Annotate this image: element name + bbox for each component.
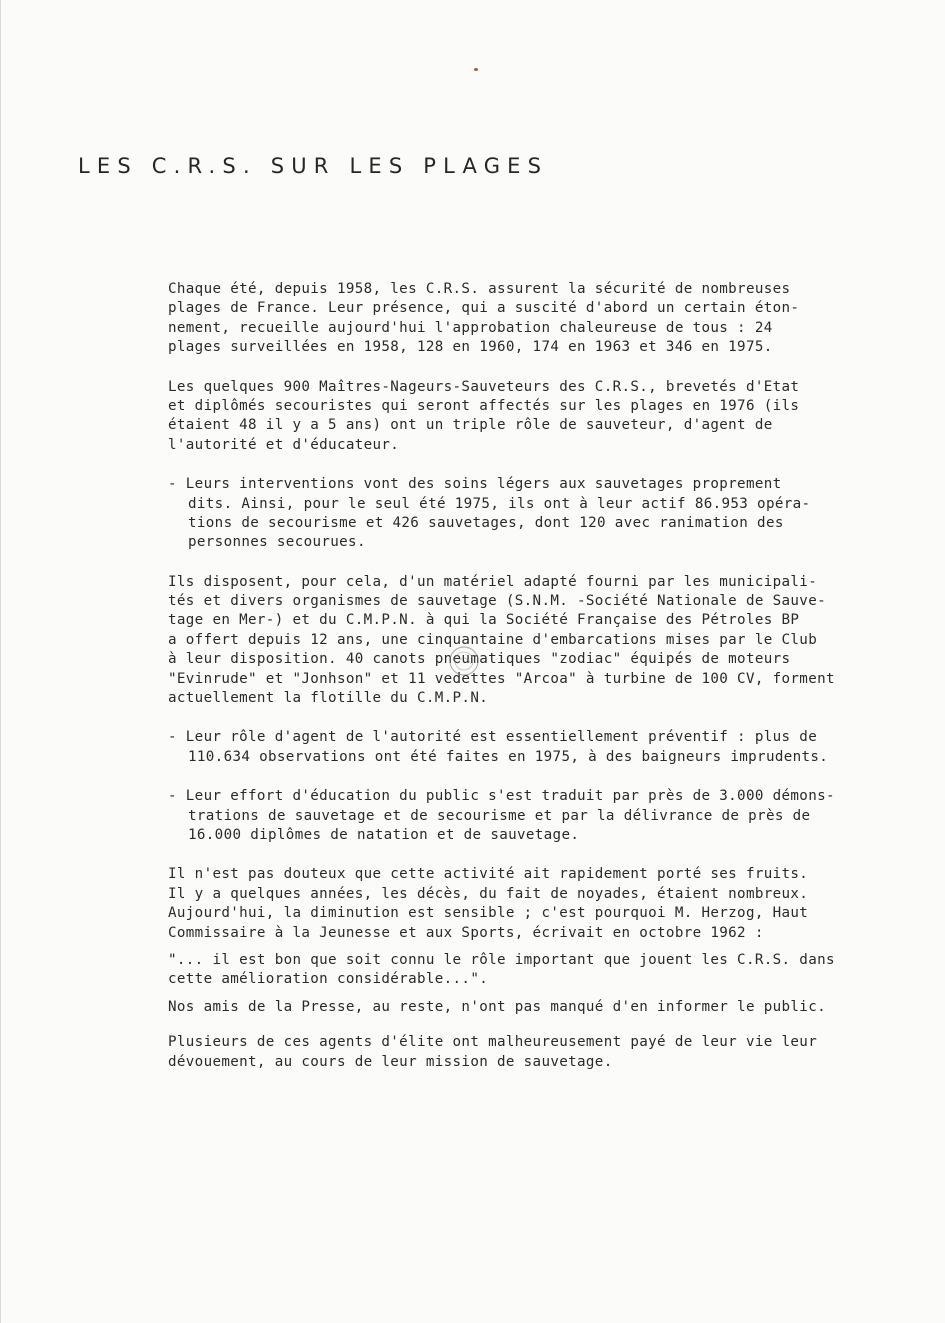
text-line: personnes secourues. — [188, 534, 366, 551]
bullet-interventions — [168, 475, 908, 553]
paper-speck — [474, 68, 478, 71]
spacer — [168, 990, 908, 998]
quote — [168, 951, 908, 990]
paragraph-6 — [168, 1033, 908, 1072]
text-line: dévouement, au cours de leur mission de sauvetage. — [168, 1053, 613, 1070]
text-line: Plusieurs de ces agents d'élite ont malheureusement payé de leur vie leur — [168, 1034, 818, 1051]
text-line: l'autorité et d'éducateur. — [168, 436, 400, 453]
text-line: Chaque été, depuis 1958, les C.R.S. assurent la sécurité de nombreuses — [168, 281, 791, 297]
paragraph-1 — [168, 280, 908, 358]
text-line: plages surveillées en 1958, 128 en 1960, 174 en 1963 et 346 en 1975. — [168, 339, 773, 356]
paragraph-4 — [168, 865, 908, 943]
text-line: dits. Ainsi, pour le seul été 1975, ils ont à leur actif 86.953 opéra- — [188, 495, 811, 512]
spacer — [168, 1017, 908, 1033]
text-line: Ils disposent, pour cela, d'un matériel adapté fourni par les municipali- — [168, 573, 818, 590]
text-line: tage en Mer-) et du C.M.P.N. à qui la Société Française des Pétroles BP — [168, 612, 800, 629]
text-line: Il y a quelques années, les décès, du fait de noyades, étaient nombreux. — [168, 885, 809, 902]
spacer — [168, 767, 908, 787]
spacer — [168, 845, 908, 865]
text-line: Il n'est pas douteux que cette activité ait rapidement porté ses fruits. — [168, 866, 809, 883]
spacer — [168, 553, 908, 573]
text-line: 16.000 diplômes de natation et de sauvetage. — [188, 826, 580, 843]
text-line: nement, recueille aujourd'hui l'approbation chaleureuse de tous : 24 — [168, 319, 773, 336]
text-line: et diplômés secouristes qui seront affectés sur les plages en 1976 (ils — [168, 397, 800, 414]
text-line: à leur disposition. 40 canots pneumatiques "zodiac" équipés de moteurs — [168, 651, 791, 668]
text-line: actuellement la flotille du C.M.P.N. — [168, 690, 489, 707]
document-body — [168, 280, 908, 1072]
page-title: LES C.R.S. SUR LES PLAGES — [78, 154, 549, 178]
paragraph-2 — [168, 378, 908, 456]
spacer — [168, 943, 908, 951]
text-line: Les quelques 900 Maîtres-Nageurs-Sauveteurs des C.R.S., brevetés d'Etat — [168, 378, 800, 395]
bullet-authority — [168, 728, 908, 767]
text-line: Commissaire à la Jeunesse et aux Sports, écrivait en octobre 1962 : — [168, 924, 764, 941]
text-line: plages de France. Leur présence, qui a suscité d'abord un certain éton- — [168, 300, 800, 317]
bullet-education — [168, 787, 908, 845]
text-line: étaient 48 il y a 5 ans) ont un triple rôle de sauveteur, d'agent de — [168, 417, 773, 434]
paragraph-5 — [168, 998, 908, 1017]
text-line: cette amélioration considérable...". — [168, 971, 489, 988]
text-line: tions de secourisme et 426 sauvetages, dont 120 avec ranimation des — [188, 514, 784, 531]
text-line: "Evinrude" et "Jonhson" et 11 vedettes "Arcoa" à turbine de 100 CV, forment — [168, 670, 835, 687]
text-line: - Leur effort d'éducation du public s'est traduit par près de 3.000 démons- — [168, 788, 835, 805]
text-line: trations de sauvetage et de secourisme et par la délivrance de près de — [188, 807, 811, 824]
faint-stamp-icon — [447, 644, 481, 678]
spacer — [168, 358, 908, 378]
text-line: a offert depuis 12 ans, une cinquantaine d'embarcations mises par le Club — [168, 631, 818, 648]
text-line: - Leurs interventions vont des soins légers aux sauvetages proprement — [168, 476, 782, 493]
spacer — [168, 455, 908, 475]
spacer — [168, 708, 908, 728]
text-line: - Leur rôle d'agent de l'autorité est essentiellement préventif : plus de — [168, 729, 818, 746]
text-line: tés et divers organismes de sauvetage (S.N.M. -Société Nationale de Sauve- — [168, 593, 826, 610]
text-line: Aujourd'hui, la diminution est sensible ; c'est pourquoi M. Herzog, Haut — [168, 905, 809, 922]
text-line: "... il est bon que soit connu le rôle important que jouent les C.R.S. dans — [168, 951, 835, 968]
text-line: Nos amis de la Presse, au reste, n'ont pas manqué d'en informer le public. — [168, 998, 826, 1015]
text-line: 110.634 observations ont été faites en 1975, à des baigneurs imprudents. — [188, 748, 829, 765]
paragraph-3 — [168, 573, 908, 709]
